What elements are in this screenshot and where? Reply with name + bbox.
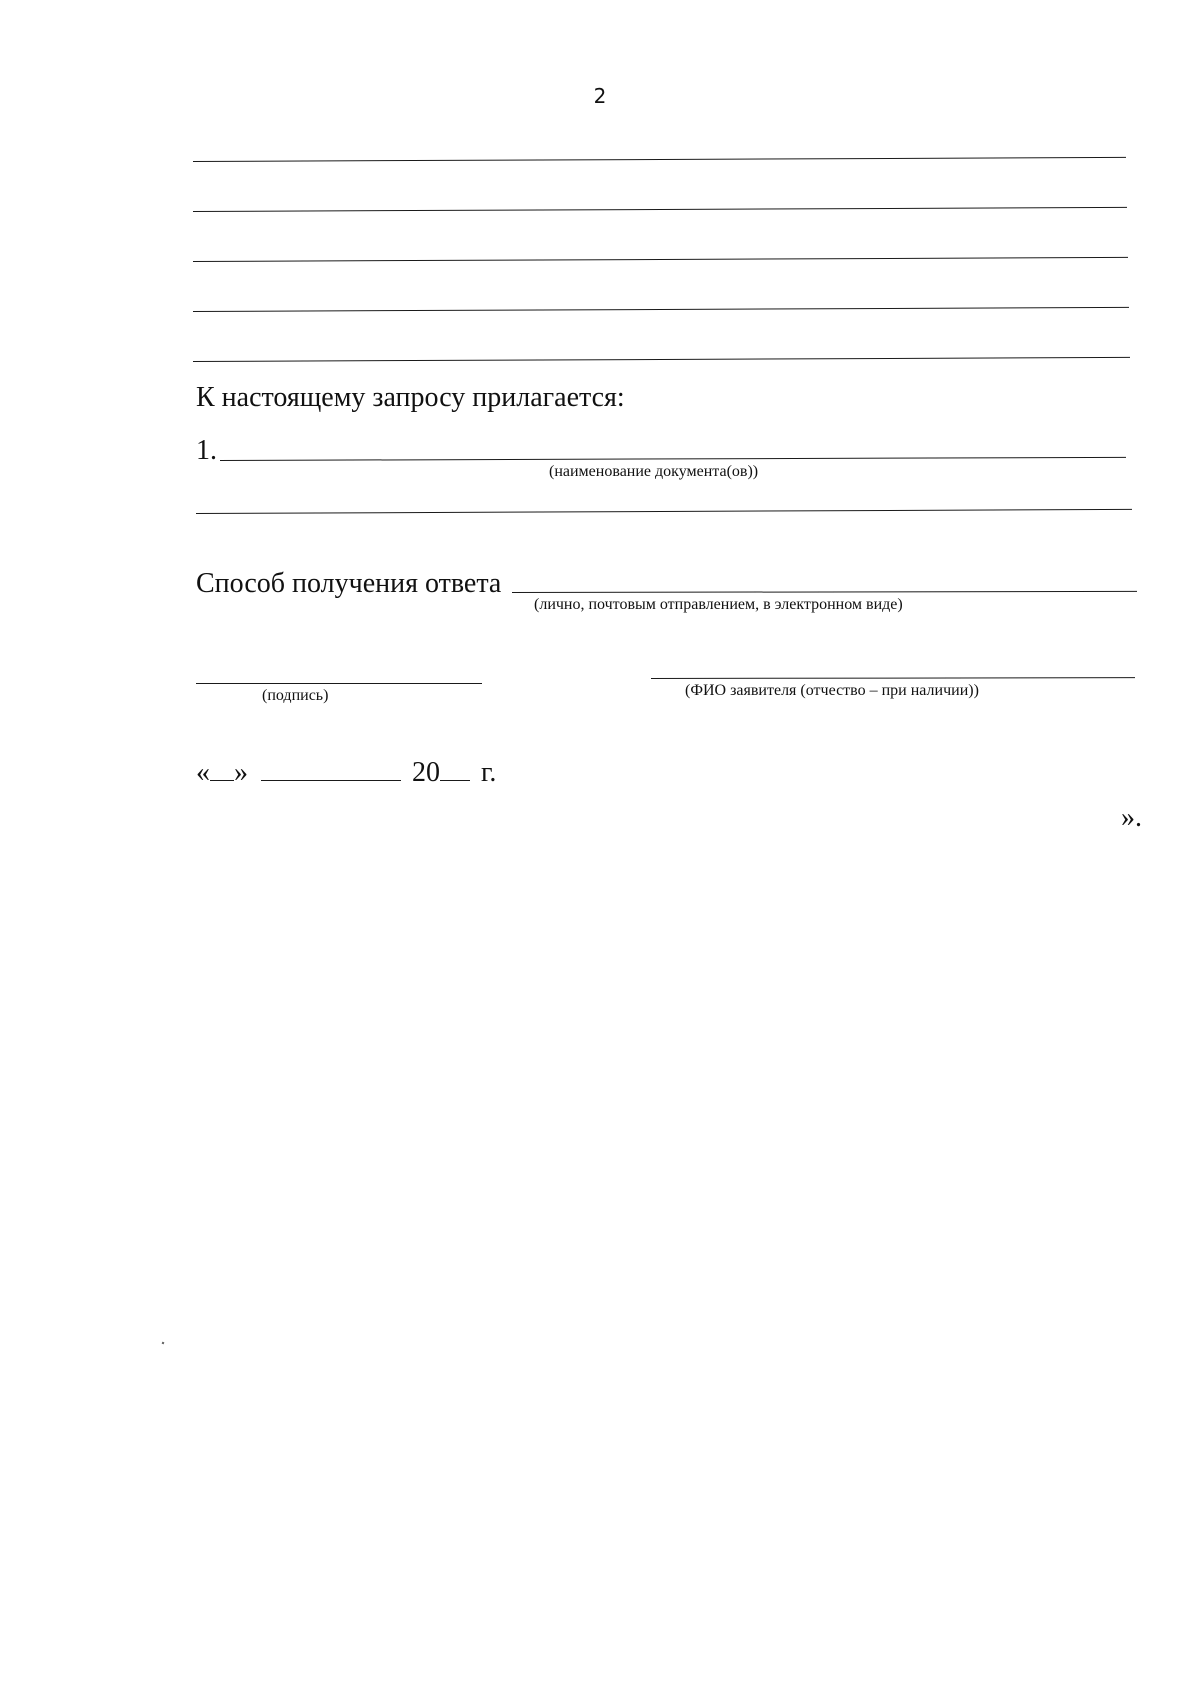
month-field[interactable] [261,758,401,781]
response-method-field[interactable] [512,591,1137,593]
day-field[interactable] [210,758,234,781]
signature-caption: (подпись) [262,687,329,704]
closing-mark: ». [1121,802,1142,833]
attachment-item-number: 1. [196,435,217,466]
applicant-name-field[interactable] [651,677,1135,679]
scan-speck [162,1342,165,1345]
date-open-quote: « [196,757,210,788]
blank-line-5[interactable] [193,357,1130,362]
blank-line-1[interactable] [193,157,1126,162]
year-field[interactable] [440,758,470,781]
page-number: 2 [593,84,607,108]
blank-line-2[interactable] [193,207,1127,212]
year-suffix: г. [481,757,497,788]
attachment-item-field[interactable] [220,457,1126,461]
blank-line-3[interactable] [193,257,1128,262]
attachments-heading: К настоящему запросу прилагается: [196,382,625,413]
signature-field[interactable] [196,683,482,684]
applicant-name-caption: (ФИО заявителя (отчество – при наличии)) [685,682,979,699]
response-method-caption: (лично, почтовым отправлением, в электронном виде) [534,596,903,613]
attachment-item-caption: (наименование документа(ов)) [549,463,759,480]
response-method-label: Способ получения ответа [196,568,502,599]
year-prefix: 20 [412,757,440,788]
date-close-quote: » [234,757,248,788]
date-line [196,758,496,787]
attachment-extra-line[interactable] [196,509,1132,514]
blank-line-4[interactable] [193,307,1129,312]
